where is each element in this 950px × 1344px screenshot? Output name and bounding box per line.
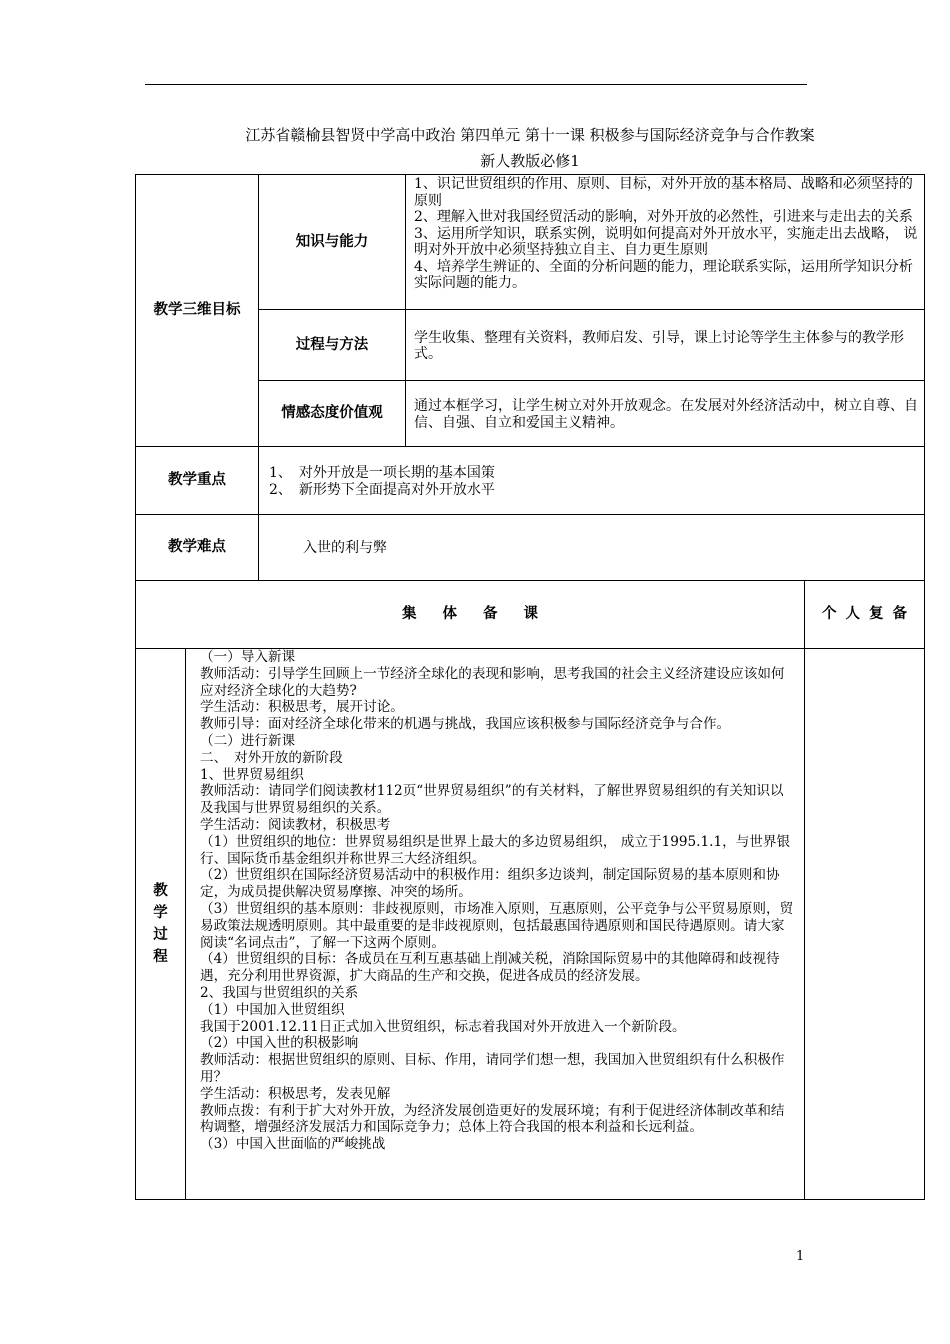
process-line: （4）世贸组织的目标：各成员在互利互惠基础上削减关税，消除国际贸易中的其他障碍和歧视待遇，充分利用世界资源，扩大商品的生产和交换，促进各成员的经济发展。 (200, 951, 780, 985)
process-line: 2、我国与世贸组织的关系 (200, 984, 359, 1001)
process-line: 我国于2001.12.11日正式加入世贸组织，标志着我国对外开放进入一个新阶段。 (200, 1018, 686, 1035)
process-line: 教师引导：面对经济全球化带来的机遇与挑战，我国应该积极参与国际经济竞争与合作。 (200, 716, 731, 733)
goals-label: 教学三维目标 (153, 302, 241, 319)
key-point-item: 2、 新形势下全面提高对外开放水平 (269, 481, 495, 498)
knowledge-item: 1、识记世贸组织的作用、原则、目标，对外开放的基本格局、战略和必须坚持的原则 (414, 176, 913, 209)
process-line: （2）世贸组织在国际经济贸易活动中的积极作用：组织多边谈判，制定国际贸易的基本原则和协定，为成员提供解决贸易摩擦、冲突的场所。 (200, 867, 780, 901)
key-points-label: 教学重点 (168, 472, 226, 489)
process-method-content: 学生收集、整理有关资料，教师启发、引导，课上讨论等学生主体参与的教学形式。 (414, 329, 904, 362)
personal-review-header (805, 581, 924, 648)
difficulties-label: 教学难点 (168, 539, 226, 556)
process-line: 学生活动：积极思考，展开讨论。 (200, 699, 404, 716)
emotion-content: 通过本框学习，让学生树立对外开放观念。在发展对外经济活动中，树立自尊、自信、自强、自立和爱国主义精神。 (414, 398, 918, 431)
process-line: （2）中国入世的积极影响 (200, 1035, 359, 1052)
table-border-bottom (135, 1199, 925, 1200)
knowledge-label: 知识与能力 (295, 233, 369, 250)
difficulties-content: 入世的利与弊 (303, 540, 387, 557)
process-method-label: 过程与方法 (295, 336, 369, 353)
process-line: 教师活动：引导学生回顾上一节经济全球化的表现和影响，思考我国的社会主义经济建设应该如何应对经济全球化的大趋势? (200, 665, 785, 699)
process-line: 1、世界贸易组织 (200, 766, 304, 783)
document-subtitle: 新人教版必修1 (480, 152, 580, 170)
process-line: 学生活动：积极思考，发表见解 (200, 1085, 391, 1102)
collective-prep-label: 集体备课 (402, 606, 564, 623)
key-points-content (259, 447, 924, 514)
process-line: （3）中国入世面临的严峻挑战 (200, 1136, 386, 1153)
process-line: 教师点拨：有利于扩大对外开放，为经济发展创造更好的发展环境；有利于促进经济体制改革和结构调整，增强经济发展活力和国际竞争力；总体上符合我国的根本利益和长远利益。 (200, 1102, 785, 1136)
key-point-item: 1、 对外开放是一项长期的基本国策 (269, 465, 495, 481)
process-line: （3）世贸组织的基本原则：非歧视原则，市场准入原则，互惠原则，公平竞争与公平贸易原则，贸易政策法规透明原则。其中最重要的是非歧视原则，包括最惠国待遇原则和国民待遇原则。请大家阅读“名词点击”，了解一下这两个原则。 (200, 900, 794, 951)
teaching-process-label: 教学过程 (153, 883, 168, 965)
knowledge-item: 2、理解入世对我国经贸活动的影响，对外开放的必然性，引进来与走出去的关系 (414, 209, 913, 225)
process-line: （1）中国加入世贸组织 (200, 1001, 345, 1018)
page-number: 1 (796, 1249, 805, 1264)
emotion-label: 情感态度价值观 (281, 405, 383, 422)
process-line: （二）进行新课 (200, 732, 296, 749)
personal-review-label: 个人复备 (822, 606, 916, 623)
process-line: 教师活动：请同学们阅读教材112页“世界贸易组织”的有关材料，了解世界贸易组织的有关知识以及我国与世界贸易组织的关系。 (200, 783, 784, 817)
table-border-right (924, 174, 925, 1200)
process-line: 二、 对外开放的新阶段 (200, 749, 343, 766)
knowledge-item: 4、培养学生辨证的、全面的分析问题的能力，理论联系实际，运用所学知识分析实际问题的能力。 (414, 258, 913, 291)
teaching-process-content (186, 649, 804, 1199)
personal-review-cell (805, 649, 924, 1199)
process-line: （一）导入新课 (200, 649, 296, 665)
knowledge-content (406, 175, 924, 309)
collective-prep-header (136, 581, 804, 648)
process-line: 教师活动：根据世贸组织的原则、目标、作用，请同学们想一想，我国加入世贸组织有什么积极作用？ (200, 1052, 785, 1085)
lesson-plan-table (135, 174, 925, 1200)
process-line: 学生活动：阅读教材，积极思考 (200, 816, 391, 833)
knowledge-item: 3、运用所学知识，联系实例，说明如何提高对外开放水平，实施走出去战略， 说明对外开放中必须坚持独立自主、自力更生原则 (414, 225, 918, 258)
teaching-process-label-cell (136, 649, 185, 1199)
process-line: （1）世贸组织的地位：世界贸易组织是世界上最大的多边贸易组织， 成立于1995.1.1，与世界银行、国际货币基金组织并称世界三大经济组织。 (200, 833, 791, 867)
document-title: 江苏省赣榆县智贤中学高中政治 第四单元 第十一课 积极参与国际经济竞争与合作教案 (245, 126, 815, 144)
header-rule (145, 84, 807, 85)
